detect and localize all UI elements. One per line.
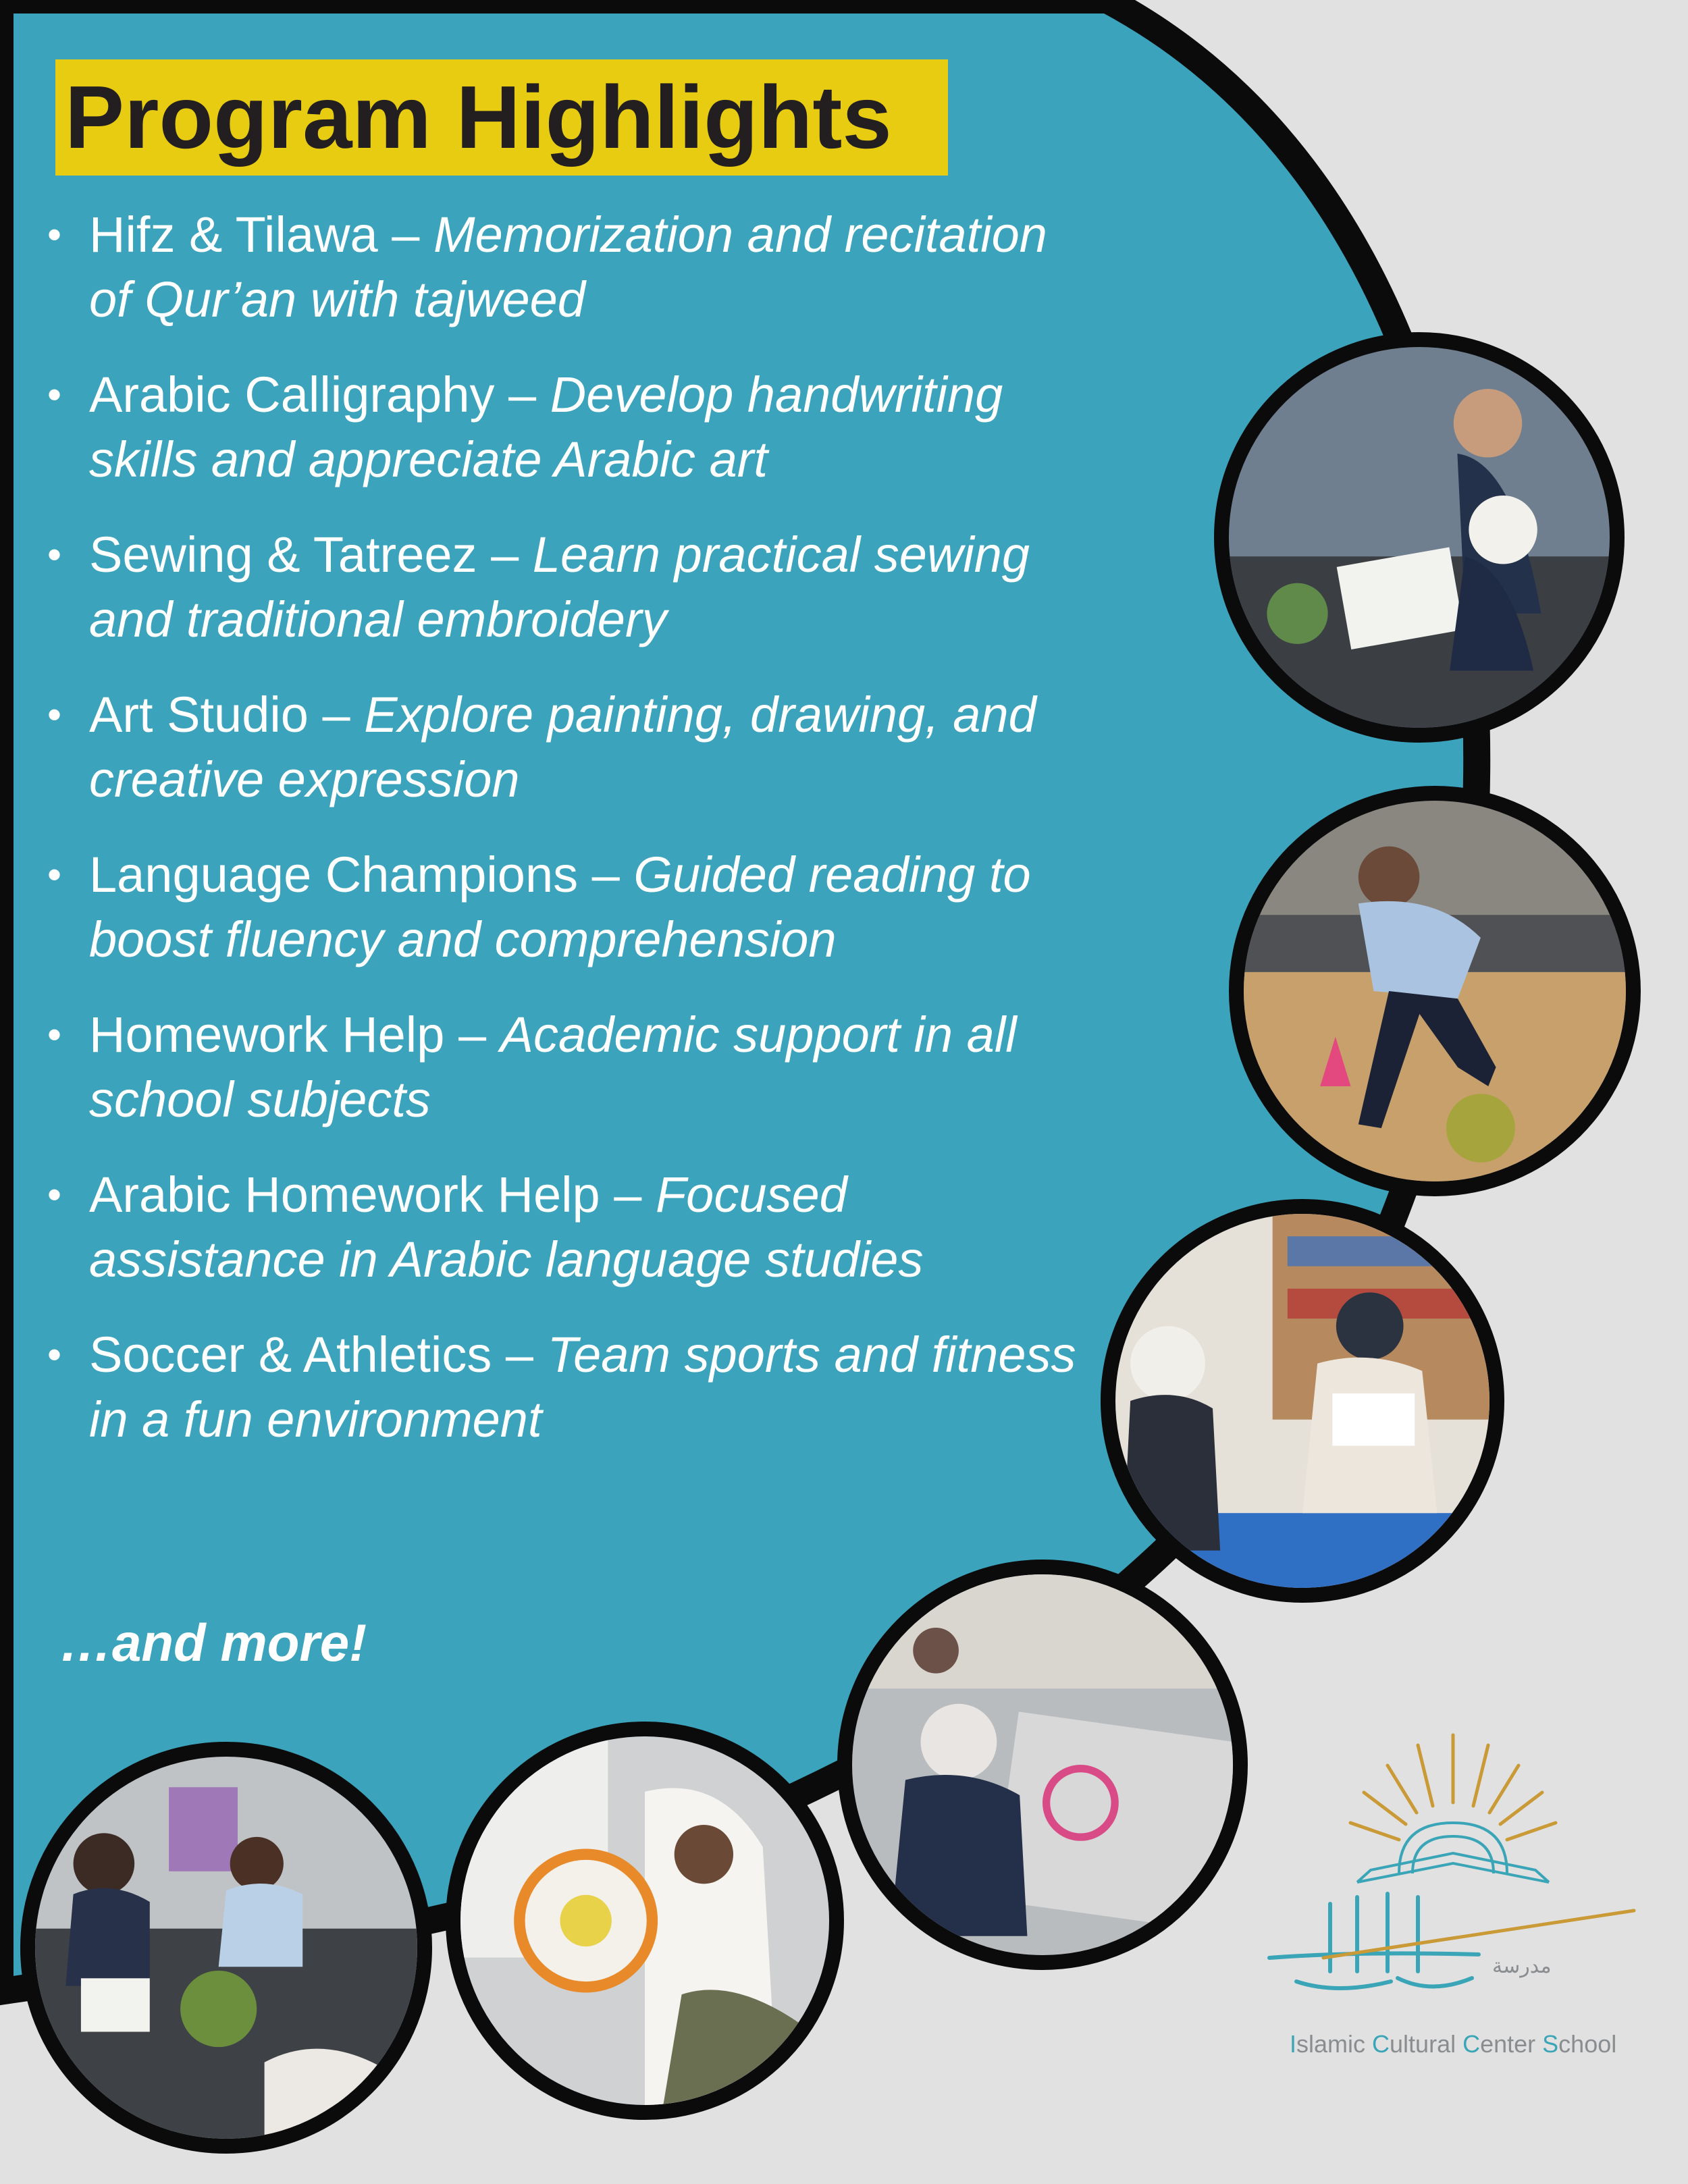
- program-description: Focused assistance in Arabic language studies: [89, 1167, 924, 1287]
- bullet-icon: •: [47, 1172, 62, 1217]
- program-name: Sewing & Tatreez: [89, 527, 477, 583]
- photo-reading: [1101, 1199, 1504, 1603]
- photo-embroidery-group: [837, 1560, 1248, 1970]
- bullet-icon: •: [47, 532, 62, 577]
- highlights-list: [41, 203, 1094, 1483]
- logo-caption: [1290, 2030, 1616, 2058]
- separator: –: [578, 847, 634, 903]
- logo-emblem-icon: [1256, 1728, 1654, 2025]
- separator: –: [308, 687, 365, 743]
- separator: –: [377, 207, 433, 263]
- and-more-text: …and more!: [59, 1613, 367, 1672]
- separator: –: [600, 1167, 656, 1223]
- list-item: [41, 683, 1094, 812]
- program-description: Learn practical sewing and traditional embroidery: [89, 527, 1030, 647]
- caption-initial: C: [1372, 2030, 1390, 2058]
- program-name: Language Champions: [89, 847, 579, 903]
- program-name: Arabic Homework Help: [89, 1167, 600, 1223]
- title-banner: [55, 59, 948, 176]
- program-description: Explore painting, drawing, and creative expression: [89, 687, 1036, 807]
- list-item: [41, 1323, 1094, 1452]
- program-name: Homework Help: [89, 1007, 445, 1063]
- caption-word: slamic: [1296, 2030, 1373, 2058]
- program-description: Academic support in all school subjects: [89, 1007, 1017, 1127]
- program-name: Soccer & Athletics: [89, 1327, 492, 1383]
- list-item: [41, 1003, 1094, 1132]
- bullet-icon: •: [47, 372, 62, 417]
- school-logo: [1256, 1728, 1654, 2106]
- bullet-icon: •: [47, 852, 62, 897]
- caption-word: chool: [1558, 2030, 1617, 2058]
- bullet-icon: •: [47, 212, 62, 257]
- list-item: [41, 523, 1094, 652]
- program-name: Arabic Calligraphy: [89, 367, 495, 423]
- list-item: [41, 203, 1094, 332]
- list-item: [41, 363, 1094, 492]
- photo-art-table: [20, 1742, 432, 2154]
- separator: –: [494, 367, 550, 423]
- program-description: Guided reading to boost fluency and comprehension: [89, 847, 1031, 967]
- list-item: [41, 1163, 1094, 1292]
- photo-embroidery-hoop: [446, 1722, 844, 2120]
- list-item: [41, 843, 1094, 972]
- program-description: Team sports and fitness in a fun environment: [89, 1327, 1076, 1447]
- program-name: Art Studio: [89, 687, 309, 743]
- bullet-icon: •: [47, 692, 62, 737]
- separator: –: [444, 1007, 500, 1063]
- separator: –: [477, 527, 533, 583]
- program-description: Memorization and recitation of Qur’an with tajweed: [89, 207, 1047, 327]
- bullet-icon: •: [47, 1012, 62, 1057]
- caption-initial: C: [1462, 2030, 1481, 2058]
- caption-initial: I: [1290, 2030, 1297, 2058]
- caption-initial: S: [1542, 2030, 1559, 2058]
- separator: –: [492, 1327, 548, 1383]
- program-name: Hifz & Tilawa: [89, 207, 378, 263]
- bullet-icon: •: [47, 1332, 62, 1377]
- photo-calligraphy-class: [1214, 332, 1625, 743]
- program-description: Develop handwriting skills and appreciate Arabic art: [89, 367, 1003, 487]
- caption-word: enter: [1480, 2030, 1543, 2058]
- page-title: Program Highlights: [65, 68, 892, 167]
- caption-word: ultural: [1390, 2030, 1463, 2058]
- svg-text:مدرسة: مدرسة: [1492, 1954, 1552, 1978]
- photo-soccer: [1229, 786, 1641, 1196]
